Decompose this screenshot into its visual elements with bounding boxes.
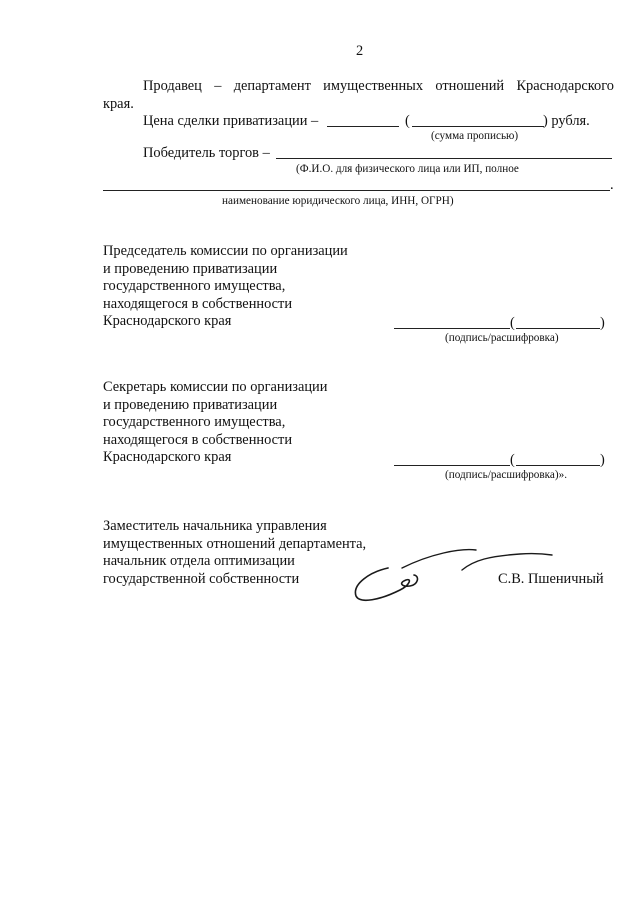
seller-line-1: Продавец – департамент имущественных отношений Краснодарского: [143, 78, 614, 94]
chairman-paren-close: ): [600, 315, 605, 331]
handwritten-signature: [340, 540, 560, 610]
winner-blank-2: [103, 190, 610, 191]
secretary-line-4: находящегося в собственности: [103, 432, 293, 448]
secretary-signature-hint: (подпись/расшифровка)».: [445, 469, 568, 481]
deputy-line-4: государственной собственности: [103, 571, 300, 587]
winner-blank-1: [276, 158, 612, 159]
secretary-line-1: Секретарь комиссии по организации: [103, 379, 328, 395]
page-number: 2: [356, 43, 364, 59]
deputy-line-2: имущественных отношений департамента,: [103, 536, 367, 552]
winner-hint-1: (Ф.И.О. для физического лица или ИП, полное: [296, 163, 519, 175]
price-words-blank: [412, 126, 544, 127]
deputy-line-3: начальник отдела оптимизации: [103, 553, 295, 569]
chairman-line-5: Краснодарского края: [103, 313, 232, 329]
deputy-name: С.В. Пшеничный: [498, 571, 604, 587]
secretary-line-3: государственного имущества,: [103, 414, 286, 430]
price-amount-blank: [327, 126, 399, 127]
chairman-signature-blank: [394, 328, 510, 329]
secretary-line-5: Краснодарского края: [103, 449, 232, 465]
price-open-paren: (: [405, 113, 410, 129]
chairman-signature-hint: (подпись/расшифровка): [445, 332, 559, 344]
winner-end-dot: .: [610, 177, 614, 193]
chairman-name-blank: [516, 328, 600, 329]
chairman-line-1: Председатель комиссии по организации: [103, 243, 348, 259]
secretary-paren-close: ): [600, 452, 605, 468]
chairman-line-4: находящегося в собственности: [103, 296, 293, 312]
seller-line-2: края.: [103, 96, 134, 112]
deputy-line-1: Заместитель начальника управления: [103, 518, 327, 534]
secretary-name-blank: [516, 465, 600, 466]
chairman-line-2: и проведению приватизации: [103, 261, 278, 277]
winner-hint-2: наименование юридического лица, ИНН, ОГРН): [222, 195, 454, 207]
price-hint: (сумма прописью): [431, 130, 519, 142]
chairman-paren-open: (: [510, 315, 515, 331]
chairman-line-3: государственного имущества,: [103, 278, 286, 294]
secretary-paren-open: (: [510, 452, 515, 468]
price-label: Цена сделки приватизации –: [143, 113, 319, 129]
winner-label: Победитель торгов –: [143, 145, 270, 161]
secretary-signature-blank: [394, 465, 510, 466]
secretary-line-2: и проведению приватизации: [103, 397, 278, 413]
price-close: ) рубля.: [543, 113, 590, 129]
